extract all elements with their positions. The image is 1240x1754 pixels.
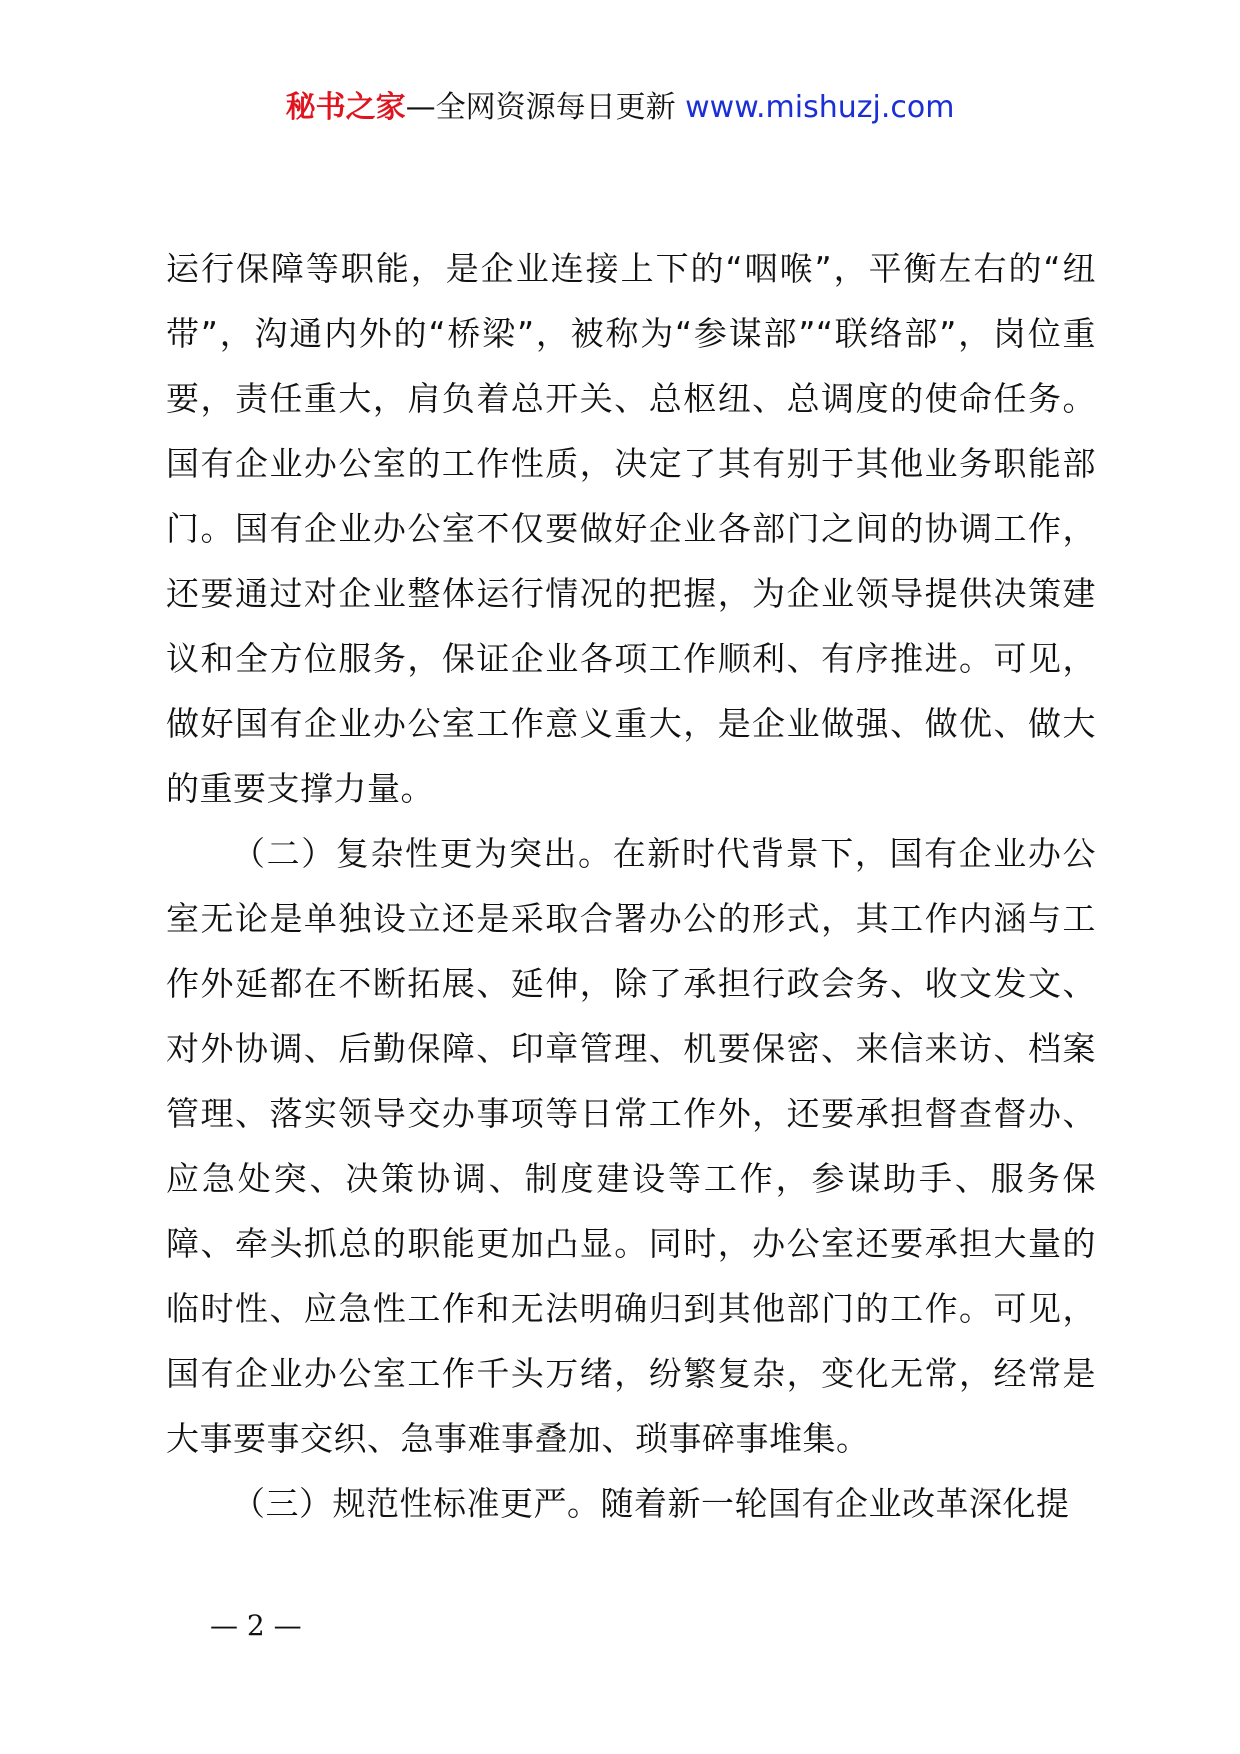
paragraph-section-3: （三）规范性标准更严。随着新一轮国有企业改革深化提: [232, 1484, 1070, 1523]
site-brand: 秘书之家: [285, 90, 406, 125]
paragraph-section-2: （二）复杂性更为突出。在新时代背景下，国有企业办公室无论是单独设立还是采取合署办公的形式，其工作内涵与工作外延都在不断拓展、延伸，除了承担行政会务、收文发文、对外协调、后勤保障、印章管理、机要保密、来信来访、档案管理、落实领导交办事项等日常工作外，还要承担督查督办、应急处突、决策协调、制度建设等工作，参谋助手、服务保障、牵头抓总的职能更加凸显。同时，办公室还要承担大量的临时性、应急性工作和无法明确归到其他部门的工作。可见，国有企业办公室工作千头万绪，纷繁复杂，变化无常，经常是大事要事交织、急事难事叠加、琐事碎事堆集。: [166, 834, 1096, 1458]
site-url-link[interactable]: www.mishuzj.com: [685, 90, 955, 125]
page-number: — 2 —: [210, 1609, 302, 1642]
site-tagline: —全网资源每日更新: [405, 90, 676, 125]
document-body: [166, 236, 1096, 1536]
paragraph-continuation: 运行保障等职能，是企业连接上下的“咽喉”，平衡左右的“纽带”，沟通内外的“桥梁”，被称为“参谋部”“联络部”，岗位重要，责任重大，肩负着总开关、总枢纽、总调度的使命任务。国有企业办公室的工作性质，决定了其有别于其他业务职能部门。国有企业办公室不仅要做好企业各部门之间的协调工作，还要通过对企业整体运行情况的把握，为企业领导提供决策建议和全方位服务，保证企业各项工作顺利、有序推进。可见，做好国有企业办公室工作意义重大，是企业做强、做优、做大的重要支撑力量。: [166, 249, 1096, 808]
site-header: [0, 88, 1240, 128]
